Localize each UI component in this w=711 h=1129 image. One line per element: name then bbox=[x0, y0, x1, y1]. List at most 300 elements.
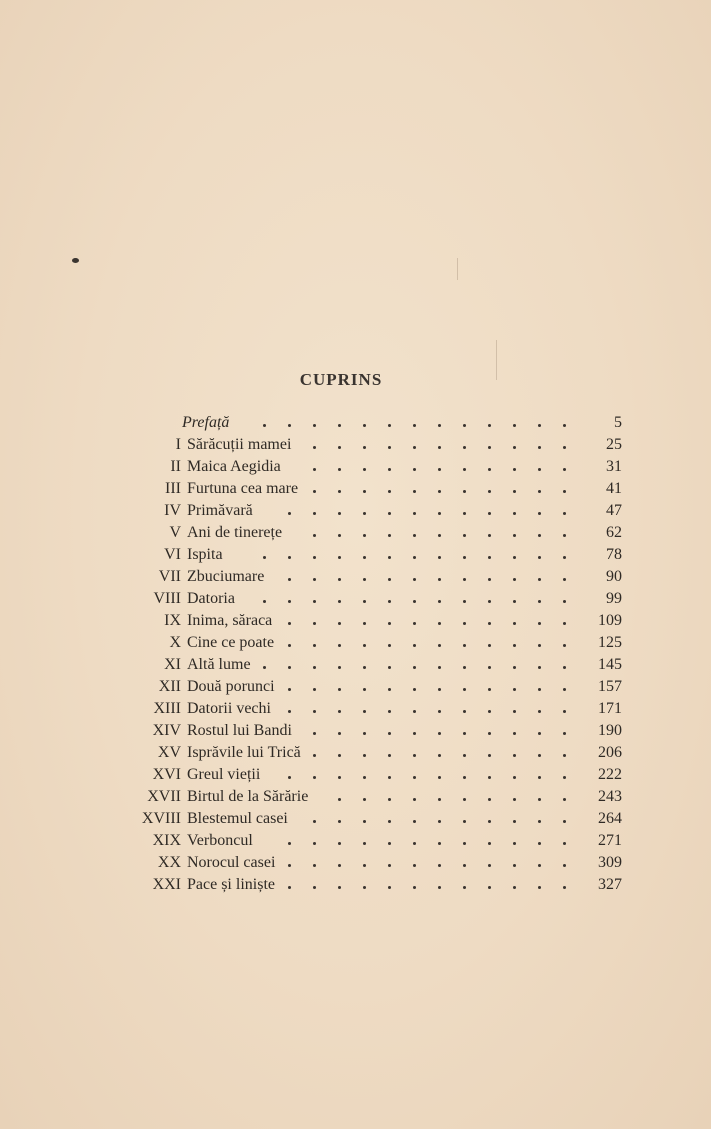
leader-dot bbox=[363, 710, 366, 713]
ink-speck bbox=[72, 258, 79, 263]
leader-dot bbox=[488, 600, 491, 603]
chapter-title: Două porunci bbox=[187, 678, 275, 695]
leader-dot bbox=[313, 688, 316, 691]
leader-dot bbox=[488, 864, 491, 867]
leader-dot bbox=[313, 578, 316, 581]
leader-dot bbox=[288, 842, 291, 845]
leader-dot bbox=[463, 468, 466, 471]
leader-dot bbox=[513, 864, 516, 867]
leader-dot bbox=[538, 776, 541, 779]
leader-dot bbox=[388, 842, 391, 845]
leader-dot bbox=[538, 820, 541, 823]
leader-dot bbox=[488, 556, 491, 559]
leader-dot bbox=[413, 688, 416, 691]
toc-entry bbox=[0, 830, 711, 852]
leader-dot bbox=[438, 490, 441, 493]
leader-dot bbox=[363, 446, 366, 449]
leader-dot bbox=[513, 578, 516, 581]
leader-dot bbox=[363, 556, 366, 559]
toc-entry bbox=[0, 698, 711, 720]
leader-dot bbox=[288, 710, 291, 713]
leader-dot bbox=[513, 688, 516, 691]
leader-dot bbox=[513, 710, 516, 713]
leader-dot bbox=[413, 820, 416, 823]
page-number: 99 bbox=[606, 590, 622, 607]
leader-dot bbox=[388, 798, 391, 801]
leader-dot bbox=[513, 490, 516, 493]
chapter-title: Datoria bbox=[187, 590, 235, 607]
leader-dot bbox=[513, 754, 516, 757]
leader-dot bbox=[463, 688, 466, 691]
leader-dot bbox=[488, 468, 491, 471]
leader-dot bbox=[538, 710, 541, 713]
leader-dot bbox=[513, 732, 516, 735]
chapter-numeral: VI bbox=[164, 546, 181, 563]
leader-dot bbox=[363, 578, 366, 581]
chapter-title: Primăvară bbox=[187, 502, 253, 519]
leader-dot bbox=[513, 886, 516, 889]
leader-dot bbox=[413, 578, 416, 581]
leader-dot bbox=[463, 556, 466, 559]
leader-dot bbox=[313, 512, 316, 515]
toc-entry bbox=[0, 632, 711, 654]
leader-dot bbox=[338, 820, 341, 823]
chapter-title: Blestemul casei bbox=[187, 810, 288, 827]
leader-dot bbox=[388, 710, 391, 713]
leader-dot bbox=[513, 666, 516, 669]
leader-dot bbox=[363, 644, 366, 647]
leader-dot bbox=[538, 534, 541, 537]
leader-dot bbox=[313, 776, 316, 779]
chapter-title: Rostul lui Bandi bbox=[187, 722, 292, 739]
leader-dot bbox=[338, 886, 341, 889]
leader-dot bbox=[538, 842, 541, 845]
toc-entry bbox=[0, 434, 711, 456]
leader-dot bbox=[338, 644, 341, 647]
leader-dot bbox=[338, 622, 341, 625]
chapter-numeral: V bbox=[169, 524, 181, 541]
leader-dot bbox=[288, 556, 291, 559]
leader-dot bbox=[538, 644, 541, 647]
leader-dot bbox=[313, 754, 316, 757]
page-number: 31 bbox=[606, 458, 622, 475]
leader-dot bbox=[438, 534, 441, 537]
leader-dot bbox=[413, 776, 416, 779]
leader-dot bbox=[438, 864, 441, 867]
chapter-title: Isprăvile lui Trică bbox=[187, 744, 301, 761]
leader-dot bbox=[463, 798, 466, 801]
leader-dot bbox=[488, 886, 491, 889]
page-number: 78 bbox=[606, 546, 622, 563]
leader-dot bbox=[438, 688, 441, 691]
leader-dot bbox=[513, 556, 516, 559]
chapter-title: Birtul de la Sărărie bbox=[187, 788, 309, 805]
leader-dot bbox=[413, 622, 416, 625]
leader-dot bbox=[288, 600, 291, 603]
leader-dot bbox=[313, 556, 316, 559]
leader-dot bbox=[363, 864, 366, 867]
toc-entry bbox=[0, 720, 711, 742]
leader-dot bbox=[313, 446, 316, 449]
leader-dot bbox=[363, 490, 366, 493]
leader-dot bbox=[513, 842, 516, 845]
toc-entry bbox=[0, 808, 711, 830]
leader-dot bbox=[313, 864, 316, 867]
leader-dot bbox=[363, 424, 366, 427]
leader-dot bbox=[513, 776, 516, 779]
chapter-numeral: XX bbox=[157, 854, 181, 871]
leader-dot bbox=[338, 446, 341, 449]
leader-dot bbox=[263, 424, 266, 427]
chapter-title: Datorii vechi bbox=[187, 700, 271, 717]
leader-dot bbox=[538, 886, 541, 889]
leader-dot bbox=[263, 556, 266, 559]
leader-dot bbox=[438, 666, 441, 669]
toc-entry bbox=[0, 456, 711, 478]
leader-dot bbox=[438, 710, 441, 713]
chapter-title: Ani de tinerețe bbox=[187, 524, 283, 541]
chapter-numeral: II bbox=[170, 458, 181, 475]
leader-dot bbox=[463, 644, 466, 647]
leader-dot bbox=[463, 622, 466, 625]
leader-dot bbox=[538, 468, 541, 471]
leader-dot bbox=[313, 886, 316, 889]
toc-entry bbox=[0, 852, 711, 874]
chapter-title: Cine ce poate bbox=[187, 634, 275, 651]
leader-dot bbox=[313, 666, 316, 669]
leader-dot bbox=[388, 732, 391, 735]
leader-dot bbox=[363, 666, 366, 669]
leader-dot bbox=[338, 490, 341, 493]
leader-dot bbox=[363, 886, 366, 889]
leader-dot bbox=[338, 688, 341, 691]
page-number: 125 bbox=[598, 634, 622, 651]
leader-dot bbox=[513, 820, 516, 823]
leader-dot bbox=[363, 688, 366, 691]
chapter-numeral: III bbox=[165, 480, 181, 497]
leader-dot bbox=[363, 820, 366, 823]
toc-entry bbox=[0, 654, 711, 676]
leader-dot bbox=[438, 424, 441, 427]
leader-dot bbox=[488, 622, 491, 625]
leader-dot bbox=[338, 534, 341, 537]
leader-dot bbox=[538, 490, 541, 493]
leader-dot bbox=[363, 600, 366, 603]
leader-dot bbox=[488, 754, 491, 757]
leader-dot bbox=[488, 732, 491, 735]
leader-dot bbox=[538, 512, 541, 515]
leader-dot bbox=[488, 644, 491, 647]
leader-dot bbox=[363, 468, 366, 471]
leader-dot bbox=[438, 556, 441, 559]
toc-entry bbox=[0, 566, 711, 588]
page-number: 171 bbox=[598, 700, 622, 717]
leader-dot bbox=[338, 424, 341, 427]
leader-dot bbox=[438, 644, 441, 647]
leader-dot bbox=[413, 798, 416, 801]
leader-dot bbox=[513, 622, 516, 625]
leader-dot bbox=[413, 468, 416, 471]
leader-dot bbox=[338, 864, 341, 867]
leader-dot bbox=[488, 578, 491, 581]
leader-dot bbox=[438, 512, 441, 515]
leader-dot bbox=[463, 666, 466, 669]
leader-dot bbox=[338, 666, 341, 669]
chapter-numeral: XVII bbox=[147, 788, 181, 805]
chapter-numeral: XXI bbox=[152, 876, 181, 893]
chapter-title: Maica Aegidia bbox=[187, 458, 281, 475]
page-number: 243 bbox=[598, 788, 622, 805]
leader-dot bbox=[288, 666, 291, 669]
chapter-title: Pace și liniște bbox=[187, 876, 275, 893]
leader-dot bbox=[488, 424, 491, 427]
leader-dot bbox=[288, 512, 291, 515]
leader-dot bbox=[338, 842, 341, 845]
leader-dot bbox=[488, 710, 491, 713]
chapter-numeral: XV bbox=[157, 744, 181, 761]
page-number: 47 bbox=[606, 502, 622, 519]
leader-dot bbox=[313, 732, 316, 735]
leader-dot bbox=[338, 468, 341, 471]
leader-dot bbox=[363, 776, 366, 779]
leader-dot bbox=[438, 842, 441, 845]
leader-dot bbox=[363, 534, 366, 537]
leader-dot bbox=[413, 512, 416, 515]
leader-dot bbox=[413, 556, 416, 559]
leader-dot bbox=[413, 886, 416, 889]
leader-dot bbox=[538, 600, 541, 603]
toc-entry bbox=[0, 478, 711, 500]
leader-dot bbox=[488, 798, 491, 801]
leader-dot bbox=[463, 534, 466, 537]
leader-dot bbox=[413, 424, 416, 427]
leader-dot bbox=[538, 556, 541, 559]
chapter-title: Greul vieții bbox=[187, 766, 261, 783]
leader-dot bbox=[313, 820, 316, 823]
leader-dot bbox=[538, 864, 541, 867]
leader-dot bbox=[388, 534, 391, 537]
leader-dot bbox=[438, 732, 441, 735]
page-number: 327 bbox=[598, 876, 622, 893]
leader-dot bbox=[463, 600, 466, 603]
chapter-title: Norocul casei bbox=[187, 854, 276, 871]
leader-dot bbox=[363, 622, 366, 625]
leader-dot bbox=[438, 820, 441, 823]
page-number: 145 bbox=[598, 656, 622, 673]
leader-dot bbox=[388, 600, 391, 603]
leader-dot bbox=[413, 754, 416, 757]
leader-dot bbox=[388, 446, 391, 449]
toc-entry bbox=[0, 786, 711, 808]
leader-dot bbox=[388, 468, 391, 471]
chapter-title: Furtuna cea mare bbox=[187, 480, 299, 497]
leader-dot bbox=[388, 644, 391, 647]
chapter-numeral: IV bbox=[164, 502, 181, 519]
leader-dot bbox=[338, 754, 341, 757]
leader-dot bbox=[413, 732, 416, 735]
leader-dot bbox=[488, 534, 491, 537]
chapter-title: Altă lume bbox=[187, 656, 251, 673]
toc-entry bbox=[0, 764, 711, 786]
leader-dot bbox=[388, 754, 391, 757]
leader-dot bbox=[513, 424, 516, 427]
page-number: 157 bbox=[598, 678, 622, 695]
leader-dot bbox=[313, 468, 316, 471]
leader-dot bbox=[538, 688, 541, 691]
page-number: 90 bbox=[606, 568, 622, 585]
leader-dot bbox=[388, 512, 391, 515]
leader-dot bbox=[463, 732, 466, 735]
chapter-title: Verboncul bbox=[187, 832, 253, 849]
leader-dot bbox=[288, 864, 291, 867]
leader-dot bbox=[538, 622, 541, 625]
leader-dot bbox=[413, 666, 416, 669]
leader-dot bbox=[338, 512, 341, 515]
chapter-numeral: XI bbox=[164, 656, 181, 673]
leader-dot bbox=[288, 424, 291, 427]
page-number: 309 bbox=[598, 854, 622, 871]
toc-entry bbox=[0, 522, 711, 544]
leader-dot bbox=[463, 776, 466, 779]
leader-dot bbox=[413, 600, 416, 603]
leader-dot bbox=[538, 446, 541, 449]
leader-dot bbox=[363, 754, 366, 757]
leader-dot bbox=[313, 534, 316, 537]
leader-dot bbox=[513, 798, 516, 801]
leader-dot bbox=[538, 666, 541, 669]
toc-entry bbox=[0, 610, 711, 632]
paper-crease bbox=[457, 258, 458, 280]
leader-dot bbox=[263, 600, 266, 603]
toc-entry bbox=[0, 874, 711, 896]
leader-dot bbox=[463, 710, 466, 713]
leader-dot bbox=[288, 622, 291, 625]
leader-dot bbox=[313, 842, 316, 845]
leader-dot bbox=[488, 842, 491, 845]
leader-dot bbox=[488, 446, 491, 449]
leader-dot bbox=[388, 578, 391, 581]
chapter-numeral: X bbox=[169, 634, 181, 651]
toc-entry bbox=[0, 588, 711, 610]
leader-dot bbox=[313, 600, 316, 603]
leader-dot bbox=[413, 710, 416, 713]
toc-entry bbox=[0, 742, 711, 764]
leader-dot bbox=[388, 622, 391, 625]
leader-dot bbox=[488, 666, 491, 669]
leader-dot bbox=[388, 490, 391, 493]
leader-dot bbox=[538, 424, 541, 427]
page-number: 25 bbox=[606, 436, 622, 453]
chapter-numeral: XII bbox=[158, 678, 181, 695]
leader-dot bbox=[463, 886, 466, 889]
leader-dot bbox=[513, 512, 516, 515]
leader-dot bbox=[488, 512, 491, 515]
leader-dot bbox=[413, 490, 416, 493]
leader-dot bbox=[488, 820, 491, 823]
leader-dot bbox=[388, 864, 391, 867]
leader-dot bbox=[463, 490, 466, 493]
leader-dot bbox=[388, 886, 391, 889]
leader-dot bbox=[388, 776, 391, 779]
chapter-numeral: XIX bbox=[152, 832, 181, 849]
leader-dot bbox=[488, 776, 491, 779]
leader-dot bbox=[438, 578, 441, 581]
leader-dot bbox=[388, 688, 391, 691]
chapter-title: Prefață bbox=[182, 414, 230, 431]
page-number: 190 bbox=[598, 722, 622, 739]
toc-entry bbox=[0, 412, 711, 434]
leader-dot bbox=[313, 622, 316, 625]
leader-dot bbox=[463, 424, 466, 427]
leader-dot bbox=[413, 864, 416, 867]
chapter-title: Ispita bbox=[187, 546, 223, 563]
chapter-title: Sărăcuții mamei bbox=[187, 436, 292, 453]
leader-dot bbox=[463, 446, 466, 449]
leader-dot bbox=[538, 732, 541, 735]
chapter-title: Inima, săraca bbox=[187, 612, 273, 629]
leader-dot bbox=[538, 578, 541, 581]
leader-dot bbox=[313, 490, 316, 493]
leader-dot bbox=[313, 710, 316, 713]
page-number: 5 bbox=[614, 414, 622, 431]
chapter-numeral: XIV bbox=[152, 722, 181, 739]
leader-dot bbox=[463, 578, 466, 581]
page-number: 271 bbox=[598, 832, 622, 849]
leader-dot bbox=[438, 754, 441, 757]
leader-dot bbox=[388, 424, 391, 427]
leader-dot bbox=[438, 886, 441, 889]
leader-dot bbox=[288, 688, 291, 691]
leader-dot bbox=[513, 600, 516, 603]
chapter-numeral: XVIII bbox=[141, 810, 181, 827]
page-number: 222 bbox=[598, 766, 622, 783]
leader-dot bbox=[463, 820, 466, 823]
leader-dot bbox=[363, 842, 366, 845]
leader-dot bbox=[388, 820, 391, 823]
leader-dot bbox=[438, 468, 441, 471]
leader-dot bbox=[338, 798, 341, 801]
page-number: 264 bbox=[598, 810, 622, 827]
leader-dot bbox=[413, 842, 416, 845]
leader-dot bbox=[413, 644, 416, 647]
leader-dot bbox=[438, 446, 441, 449]
leader-dot bbox=[538, 754, 541, 757]
leader-dot bbox=[338, 578, 341, 581]
leader-dot bbox=[463, 864, 466, 867]
leader-dot bbox=[313, 424, 316, 427]
page-number: 62 bbox=[606, 524, 622, 541]
chapter-numeral: I bbox=[175, 436, 181, 453]
leader-dot bbox=[463, 842, 466, 845]
leader-dot bbox=[388, 556, 391, 559]
page-number: 109 bbox=[598, 612, 622, 629]
leader-dot bbox=[463, 512, 466, 515]
leader-dot bbox=[288, 776, 291, 779]
leader-dot bbox=[338, 710, 341, 713]
chapter-numeral: VII bbox=[158, 568, 181, 585]
leader-dot bbox=[538, 798, 541, 801]
leader-dot bbox=[488, 688, 491, 691]
leader-dot bbox=[363, 512, 366, 515]
leader-dot bbox=[338, 776, 341, 779]
page-number: 206 bbox=[598, 744, 622, 761]
chapter-numeral: VIII bbox=[153, 590, 181, 607]
leader-dot bbox=[388, 666, 391, 669]
leader-dot bbox=[438, 776, 441, 779]
leader-dot bbox=[338, 732, 341, 735]
toc-entry bbox=[0, 500, 711, 522]
leader-dot bbox=[313, 644, 316, 647]
